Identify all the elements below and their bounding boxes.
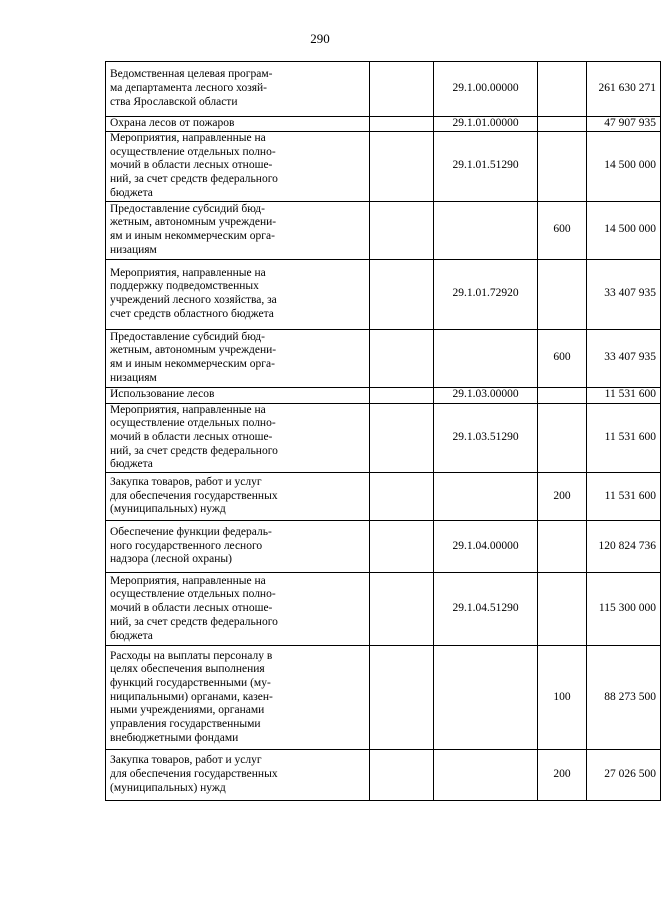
row-amount-cell: 120 824 736 <box>587 521 661 573</box>
row-empty-cell <box>370 259 434 329</box>
row-empty-cell <box>370 750 434 801</box>
table-row <box>106 259 661 329</box>
row-name-cell: Закупка товаров, работ и услуг для обеспечения государственных (муниципальных) нужд <box>106 750 370 801</box>
table-row <box>106 521 661 573</box>
row-code-cell <box>434 329 538 387</box>
row-code-cell <box>434 201 538 259</box>
row-name-cell: Предоставление субсидий бюд- жетным, автономным учреждени- ям и иным некоммерческим орга- низациям <box>106 329 370 387</box>
row-amount-cell: 27 026 500 <box>587 750 661 801</box>
row-amount-cell: 33 407 935 <box>587 329 661 387</box>
row-name-cell: Предоставление субсидий бюд- жетным, автономным учреждени- ям и иным некоммерческим орга- низациям <box>106 201 370 259</box>
row-empty-cell <box>370 132 434 202</box>
row-name-cell: Мероприятия, направленные на осуществление отдельных полно- мочий в области лесных отноше- ний, за счет средств федерального бюджета <box>106 132 370 202</box>
table-row <box>106 201 661 259</box>
row-name-cell: Использование лесов <box>106 387 370 403</box>
row-empty-cell <box>370 62 434 117</box>
budget-table-body <box>106 62 661 801</box>
row-empty-cell <box>370 473 434 521</box>
page-number: 290 <box>310 31 330 46</box>
row-expense-type-cell <box>538 132 587 202</box>
table-row <box>106 473 661 521</box>
row-amount-cell: 261 630 271 <box>587 62 661 117</box>
row-code-cell: 29.1.04.51290 <box>434 573 538 646</box>
row-empty-cell <box>370 201 434 259</box>
row-name-cell: Мероприятия, направленные на поддержку подведомственных учреждений лесного хозяйства, за счет средств областного бюджета <box>106 259 370 329</box>
row-code-cell: 29.1.03.00000 <box>434 387 538 403</box>
row-expense-type-cell <box>538 573 587 646</box>
table-row <box>106 387 661 403</box>
row-expense-type-cell <box>538 521 587 573</box>
table-row <box>106 750 661 801</box>
table-row <box>106 403 661 473</box>
row-amount-cell: 14 500 000 <box>587 132 661 202</box>
row-code-cell: 29.1.00.00000 <box>434 62 538 117</box>
row-expense-type-cell <box>538 403 587 473</box>
table-row <box>106 132 661 202</box>
row-expense-type-cell: 600 <box>538 201 587 259</box>
row-name-cell: Мероприятия, направленные на осуществление отдельных полно- мочий в области лесных отноше- ний, за счет средств федерального бюджета <box>106 573 370 646</box>
row-name-cell: Охрана лесов от пожаров <box>106 117 370 132</box>
row-expense-type-cell <box>538 62 587 117</box>
row-amount-cell: 14 500 000 <box>587 201 661 259</box>
row-expense-type-cell <box>538 117 587 132</box>
row-amount-cell: 11 531 600 <box>587 473 661 521</box>
table-row <box>106 329 661 387</box>
row-name-cell: Ведомственная целевая програм- ма департамента лесного хозяй- ства Ярославской области <box>106 62 370 117</box>
row-empty-cell <box>370 117 434 132</box>
row-name-cell: Закупка товаров, работ и услуг для обеспечения государственных (муниципальных) нужд <box>106 473 370 521</box>
row-empty-cell <box>370 329 434 387</box>
row-code-cell <box>434 750 538 801</box>
table-row <box>106 646 661 750</box>
row-expense-type-cell: 100 <box>538 646 587 750</box>
row-amount-cell: 88 273 500 <box>587 646 661 750</box>
row-amount-cell: 33 407 935 <box>587 259 661 329</box>
row-expense-type-cell: 600 <box>538 329 587 387</box>
row-empty-cell <box>370 646 434 750</box>
row-amount-cell: 115 300 000 <box>587 573 661 646</box>
row-amount-cell: 47 907 935 <box>587 117 661 132</box>
row-empty-cell <box>370 403 434 473</box>
row-name-cell: Расходы на выплаты персоналу в целях обеспечения выполнения функций государственными (му- ниципальными) органами, казен- ными учреждениями, органами управления государственными внебюджетными фондами <box>106 646 370 750</box>
row-code-cell <box>434 646 538 750</box>
table-row <box>106 573 661 646</box>
row-expense-type-cell <box>538 387 587 403</box>
row-code-cell: 29.1.03.51290 <box>434 403 538 473</box>
row-expense-type-cell: 200 <box>538 473 587 521</box>
row-expense-type-cell <box>538 259 587 329</box>
row-code-cell: 29.1.01.00000 <box>434 117 538 132</box>
row-empty-cell <box>370 573 434 646</box>
row-code-cell: 29.1.01.51290 <box>434 132 538 202</box>
row-name-cell: Обеспечение функции федераль- ного государственного лесного надзора (лесной охраны) <box>106 521 370 573</box>
row-empty-cell <box>370 521 434 573</box>
table-row <box>106 117 661 132</box>
row-empty-cell <box>370 387 434 403</box>
table-row <box>106 62 661 117</box>
row-name-cell: Мероприятия, направленные на осуществление отдельных полно- мочий в области лесных отноше- ний, за счет средств федерального бюджета <box>106 403 370 473</box>
row-expense-type-cell: 200 <box>538 750 587 801</box>
row-code-cell: 29.1.01.72920 <box>434 259 538 329</box>
row-amount-cell: 11 531 600 <box>587 387 661 403</box>
budget-table <box>105 61 661 801</box>
row-amount-cell: 11 531 600 <box>587 403 661 473</box>
row-code-cell: 29.1.04.00000 <box>434 521 538 573</box>
row-code-cell <box>434 473 538 521</box>
